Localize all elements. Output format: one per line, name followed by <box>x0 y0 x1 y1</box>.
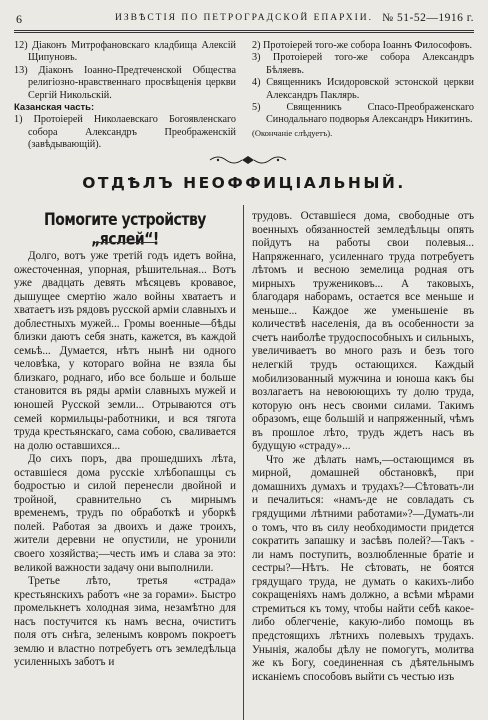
page-number: 6 <box>16 12 22 26</box>
paragraph: Что же дѣлать намъ,—остающимся въ мирной, домашней обстановкѣ, при домашнихъ думахъ и трудахъ?—Сѣтовать-ли и печалиться: «намъ-де не совладать съ грядущими лѣтними работами»?—Думать-ли о томъ, что въ силу необходимости придется сократить запашку и засѣвъ полей?—Такъ - ли намъ поступить, возлюбленные братіе и сестры?—Нѣтъ. Не сѣтовать, не боятся грядущаго труда, не думать о какихъ-либо сокращеніяхъ намъ должно, а всѣми мѣрами стремиться къ тому, чтобы найти себѣ какое-либо облегченіе, какую-либо помощь въ предстоящихъ лѣтнихъ полевыхъ трудахъ. Унынія, жалобы дѣлу не помогутъ, молитва же къ Богу, соединенная съ дѣятельнымъ исканіемъ способовъ выйти съ честью изъ <box>252 453 474 683</box>
top-right-list <box>252 40 474 139</box>
list-item: 3) Протоіерей того-же собора Александръ Бѣляевъ. <box>252 52 474 76</box>
issue-number: № 51-52—1916 г. <box>382 12 474 24</box>
header-rule <box>14 30 474 31</box>
paragraph: трудовъ. Оставшіеся дома, свободные отъ военныхъ обязанностей земледѣльцы опять пойдутъ на работы свои полевыя... Напряженнаго, усиленнаго труда потребуетъ лѣтомъ и весною земелица родная отъ мирныхъ тружениковъ... А таковыхъ, благодаря наборамъ, остается все меньше и меньше... Каждое же уменьшеніе въ количествѣ населенія, да въ особенности за счетъ наиболѣе трудоспособныхъ и сильныхъ, увеличиваетъ во много разъ и безъ того нелегкій трудъ остающихся. Каждый мобилизованный мужчина и юноша какъ бы возлагаетъ на невоюющихъ ту долю труда, которую онъ несъ своими силами. Такимъ образомъ, еще большій и напряженный, чѣмъ въ прошлое лѣто, трудъ ждетъ насъ въ будущую «страду»... <box>252 210 474 453</box>
list-item: 5) Священникъ Спасо-Преображенскаго Синодальнаго подворья Александръ Никитинъ. <box>252 102 474 126</box>
title-rule <box>95 242 155 243</box>
list-item: 1) Протоіерей Николаевскаго Богоявленскаго собора Александръ Преображенскій (завѣдывающій). <box>14 114 236 151</box>
top-left-list <box>14 40 236 152</box>
list-item: 13) Діаконъ Іоанно-Предтеченской Общества религіозно-нравственнаго просвѣщенія церкви Сергій Никольскій. <box>14 64 236 101</box>
running-header <box>14 10 474 26</box>
article-title: Помогите устройству „яслей“! <box>44 210 206 250</box>
journal-title: ИЗВѢСТІЯ ПО ПЕТРОГРАДСКОЙ ЕПАРХІИ. <box>115 13 373 23</box>
paragraph: Третье лѣто, третья «страда» крестьянскихъ работъ «не за горами». Быстро промелькнетъ холодная зима, незамѣтно для насъ постучится къ намъ весна, очиститъ поля отъ снѣга, зеленымъ ковромъ покроетъ землю и властно потребуетъ отъ земледѣльца усиленныхъ заботъ и <box>14 575 236 669</box>
right-column-text <box>252 210 474 684</box>
ornament-divider <box>208 153 288 167</box>
list-item: 12) Діаконъ Митрофановскаго кладбища Алексій Щипуновъ. <box>14 40 236 64</box>
header-rule-double <box>14 32 474 33</box>
section-title: ОТДѢЛЪ НЕОФФИЦІАЛЬНЫЙ. <box>82 174 406 192</box>
list-item: 2) Протоіерей того-же собора Іоаннъ Философовъ. <box>252 40 473 51</box>
paragraph: Долго, вотъ уже третій годъ идетъ война, ожесточенная, упорная, рѣшительная... Вотъ уже двадцать девять мѣсяцевъ кровавое, дышущее смертію жало войны хватаетъ и хватаетъ изъ рядовъ русской арміи славныхъ и доблестныхъ мужей... Громы военные—бѣды близки даютъ себя знать, кажется, въ каждой семьѣ... Думается, нѣтъ нынѣ ни одного человѣка, у котораго война не взяла бы близкаго, роднаго, ибо все больше и больше становится въ ряды арміи славныхъ мужей и юношей Русской земли... Отрываются отъ семей кормильцы-работники, и вся тягота труда крестьянскаго, сама собою, сваливается на долю оставшихся... <box>14 250 236 452</box>
continued-note: (Окончаніе слѣдуетъ). <box>252 127 333 138</box>
column-divider <box>243 205 244 720</box>
left-column-text <box>14 250 236 670</box>
list-subheading: Казанская часть: <box>14 102 95 114</box>
paragraph: До сихъ поръ, два прошедшихъ лѣта, оставшіеся дома русскіе хлѣбопашцы съ бодростью и силой перенесли двойной и тройной, сравнительно съ мирнымъ временемъ, трудъ по обработкѣ и уборкѣ полей. Работая за двоихъ и даже троихъ, жители деревни не опустили, не уронили своего хозяйства;—честь имъ и слава за это: великой важности задачу они выполнили. <box>14 453 236 574</box>
list-item: 4) Священникъ Исидоровской эстонской церкви Александръ Паклярь. <box>252 77 474 101</box>
